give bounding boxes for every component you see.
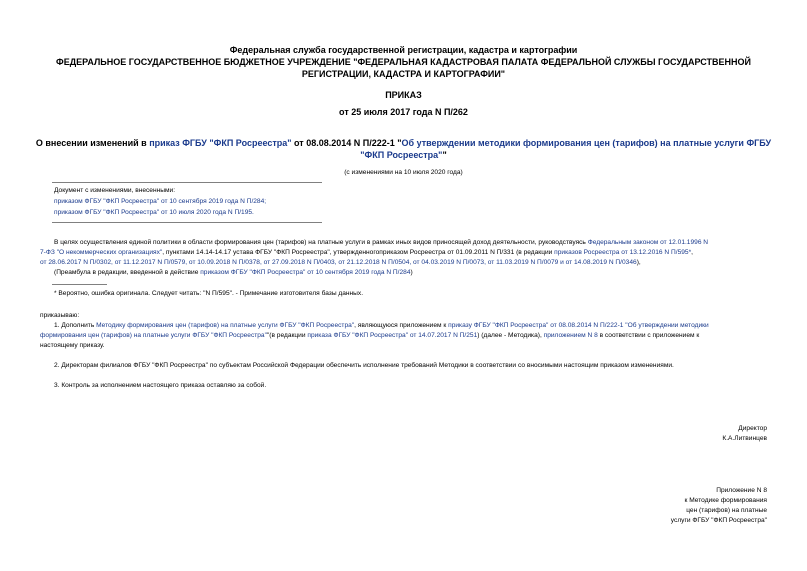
signature-position: Директор [738, 425, 767, 432]
doc-title-line2 [0, 150, 807, 161]
methodology-link[interactable]: Методику формирования цен (тарифов) на платные услуги ФГБУ "ФКП Росреестра" [96, 322, 355, 329]
title-mid: от 08.08.2014 N П/222-1 " [291, 138, 402, 148]
changes-note: (с изменениями на 10 июля 2020 года) [344, 169, 463, 176]
institution-line1: ФЕДЕРАЛЬНОЕ ГОСУДАРСТВЕННОЕ БЮДЖЕТНОЕ УЧРЕЖДЕНИЕ "ФЕДЕРАЛЬНАЯ КАДАСТРОВАЯ ПАЛАТА ФЕДЕРАЛЬНОЙ СЛУЖБЫ ГОСУДАРСТВЕННОЙ [56, 57, 751, 67]
p1-text-2: , являющуюся приложением к [354, 322, 449, 329]
amendment-link-1[interactable]: приказом ФГБУ "ФКП Росреестра" от 10 сентября 2019 года N П/284; [54, 198, 267, 205]
preamble-line1 [54, 238, 708, 247]
title-prefix: О внесении изменений в [35, 138, 150, 148]
appendix-line1: Приложение N 8 [716, 487, 767, 494]
title-link-method-end[interactable]: "ФКП Росреестра" [360, 150, 443, 160]
title-end-quote: " [442, 150, 447, 160]
order-p1-line1 [54, 321, 709, 330]
footnote-rule [52, 284, 107, 285]
preamble-text-4: ), [636, 259, 641, 266]
preamble-line2 [40, 248, 693, 257]
doc-type: ПРИКАЗ [385, 90, 422, 100]
order-222-link[interactable]: приказу ФГБУ "ФКП Росреестра" от 08.08.2014 N П/222-1 "Об утверждении методики [448, 322, 709, 329]
order-p2: 2. Директорам филиалов ФГБУ "ФКП Росреестра" по субъектам Российской Федерации обеспечить исполнение требований Методики в соответствии со вносимыми настоящим приказом изменениями. [54, 362, 674, 369]
appendix-8-link[interactable]: приложением N 8 [543, 332, 598, 339]
rosreestr-orders-list-link[interactable]: от 28.06.2017 N П/0302, от 11.12.2017 N П/0579, от 10.09.2018 N П/0378, от 27.09.2018 N П/0403, от 21.12.2018 N П/0504, от 04.03.2019 N П/0073, от 11.03.2019 N П/0079 и от 14.08.2019 N П/0346 [40, 259, 637, 266]
preamble-line4 [54, 268, 413, 277]
order-222-link-cont[interactable]: формирования цен (тарифов) на платные услуги ФГБУ "ФКП Росреестра" [40, 332, 267, 339]
appendix-line2: к Методике формирования [684, 497, 767, 504]
footnote: * Вероятно, ошибка оригинала. Следует читать: "N П/595". - Примечание изготовителя базы данных. [54, 290, 364, 297]
p1-text-1: 1. Дополнить [54, 322, 97, 329]
box-bottom-rule [52, 222, 322, 223]
title-link-order[interactable]: приказ ФГБУ "ФКП Росреестра" [149, 138, 292, 148]
appendix-line4: услуги ФГБУ "ФКП Росреестра" [670, 517, 767, 524]
agency-name: Федеральная служба государственной регистрации, кадастра и картографии [229, 45, 578, 55]
appendix-line3: цен (тарифов) на платные [686, 507, 767, 514]
preamble-line3 [40, 258, 641, 267]
institution-line2: РЕГИСТРАЦИИ, КАДАСТРА И КАРТОГРАФИИ" [301, 69, 506, 79]
preamble-amend-link[interactable]: приказом ФГБУ "ФКП Росреестра" от 10 сентября 2019 года N П/284 [200, 269, 411, 276]
order-251-link[interactable]: приказа ФГБУ "ФКП Росреестра" от 14.07.2017 N П/251 [307, 332, 478, 339]
doc-date: от 25 июля 2017 года N П/262 [339, 107, 468, 117]
order-p3: 3. Контроль за исполнением настоящего приказа оставляю за собой. [54, 382, 267, 389]
federal-law-link[interactable]: Федеральным законом от 12.01.1996 N [587, 239, 709, 246]
title-link-method[interactable]: Об утверждении методики формирования цен (тарифов) на платные услуги ФГБУ [401, 138, 772, 148]
order-word: приказываю: [40, 312, 80, 319]
amendments-heading: Документ с изменениями, внесенными: [54, 187, 176, 194]
p1-text-4: ) (далее - Методика), [477, 332, 544, 339]
nko-law-link[interactable]: 7-ФЗ "О некоммерческих организациях" [40, 249, 163, 256]
order-p1-line2 [40, 331, 699, 340]
order-p1-line3: настоящему приказу. [40, 342, 105, 349]
preamble-text-2: , пунктами 14.14-14.17 устава ФГБУ "ФКП Росреестра", утвержденногоприказом Росреестра от 01.09.2011 N П/331 (в редакции [162, 249, 555, 256]
amendment-link-2[interactable]: приказом ФГБУ "ФКП Росреестра" от 10 июля 2020 года N П/195. [54, 209, 254, 216]
signature-name: К.А.Литвинцев [722, 435, 767, 442]
p1-text-5: в соответствии с приложением к [597, 332, 700, 339]
doc-title-line1 [0, 138, 807, 149]
preamble-text-1: В целях осуществления единой политики в области формирования цен (тарифов) на платные услуги в рамках иных видов приносящей доход деятельности, руководствуясь [54, 239, 588, 246]
box-top-rule [52, 182, 322, 183]
rosreestr-orders-link[interactable]: приказов Росреестра от 13.12.2016 N П/595* [554, 249, 692, 256]
preamble-text-3: , [691, 249, 694, 256]
preamble-text-6: ) [410, 269, 413, 276]
preamble-text-5: (Преамбула в редакции, введенной в действие [54, 269, 201, 276]
p1-text-3: "(в редакции [266, 332, 308, 339]
